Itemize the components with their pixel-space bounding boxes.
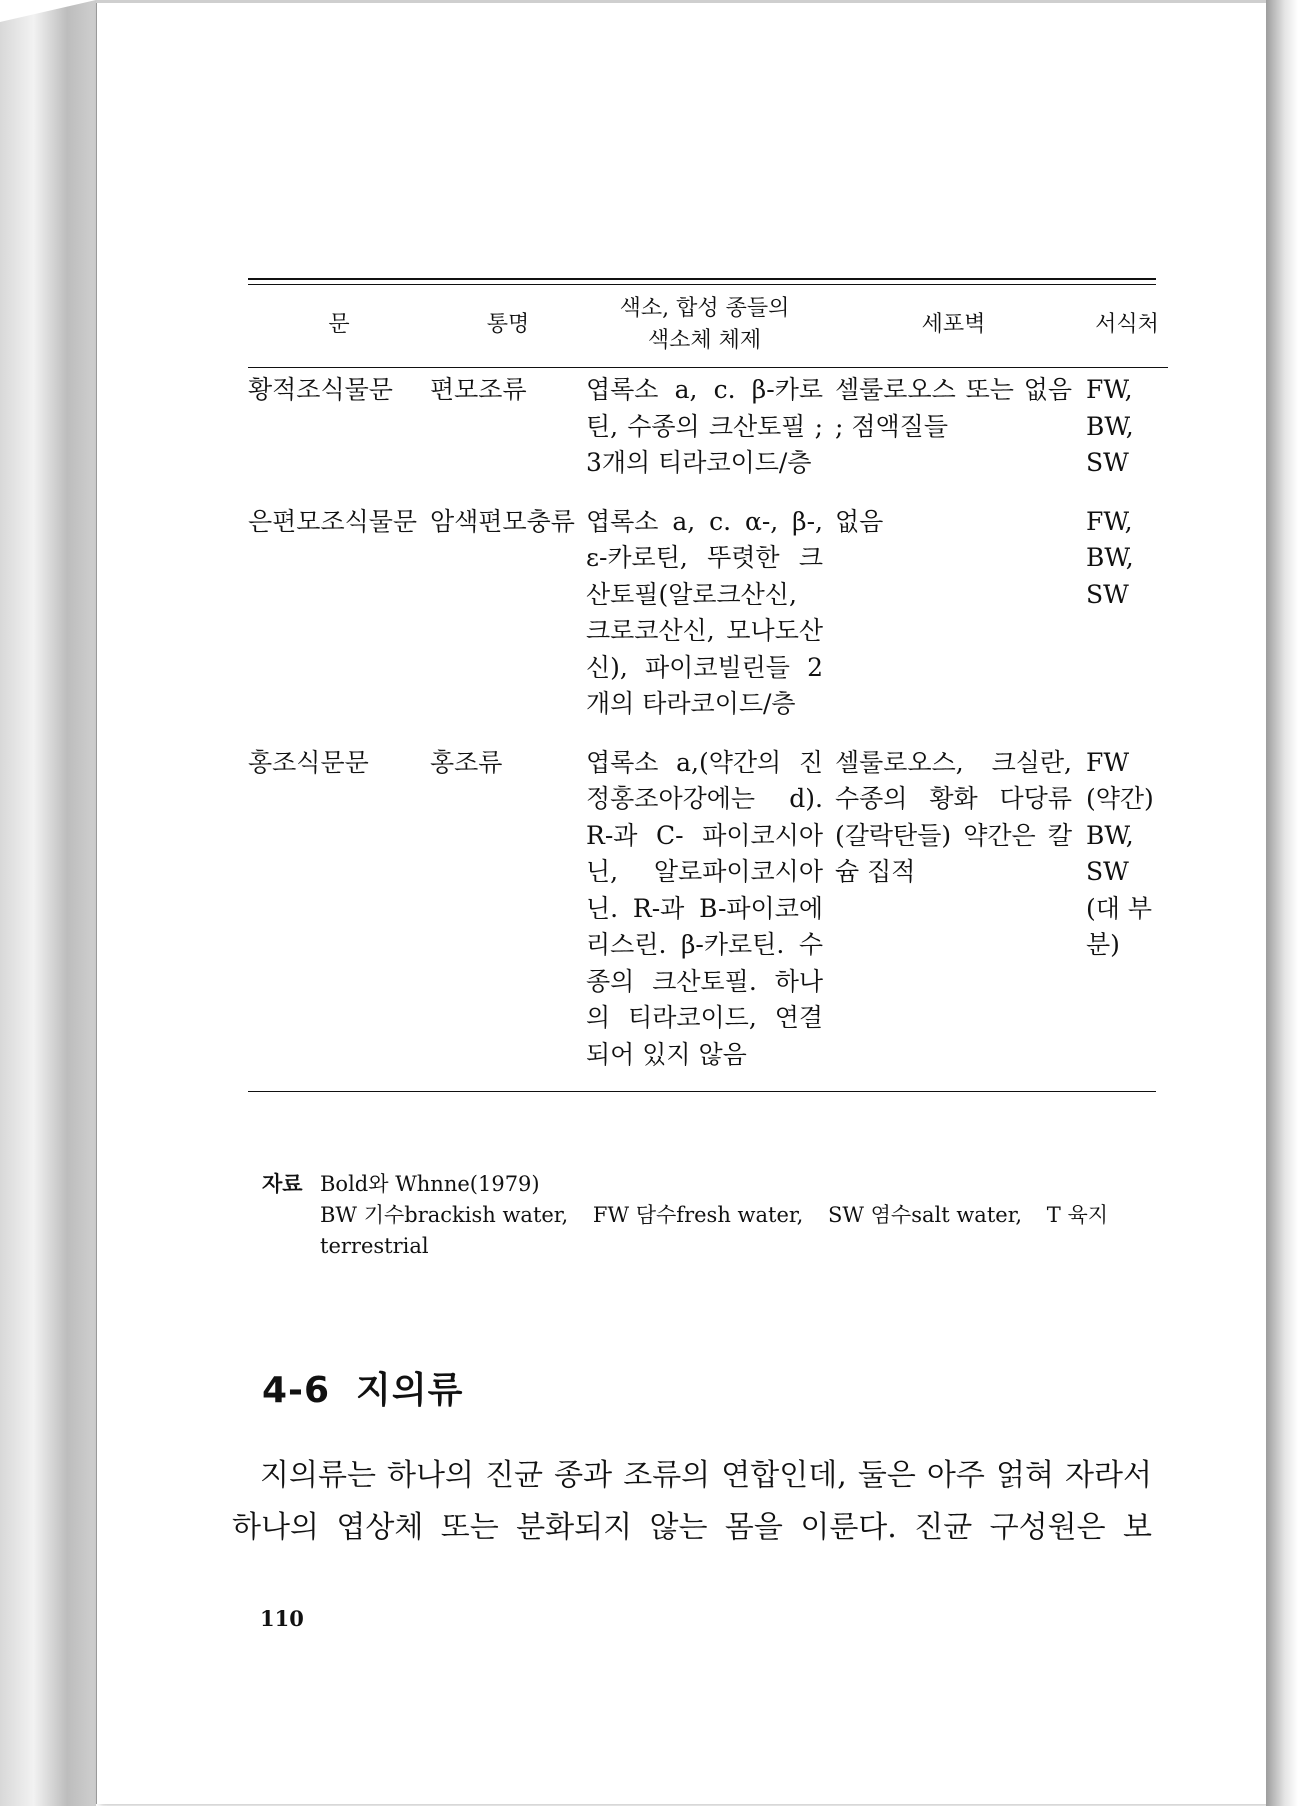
- header-common-name: 통명: [486, 312, 530, 337]
- body-paragraph: 지의류는 하나의 진균 종과 조류의 연합인데, 둘은 아주 얽혀 자라서 하나의 엽상체 또는 분화되지 않는 몸을 이룬다. 진균 구성원은 보: [232, 1458, 1152, 1545]
- cell-pigments: 엽록소 a,(약간의 진정홍조아강에는 d). R-과 C- 파이코시아닌, 알로파이코시아닌. R-과 B-파이코에리스린. β-카로틴. 수종의 크산토필. 하나의 티라코이드, 연결되어 있지 않음: [586, 747, 823, 1069]
- algae-classification-table: [248, 278, 1159, 1092]
- cell-phylum: 홍조식문문: [248, 747, 369, 777]
- table-row: [248, 368, 1168, 500]
- cell-cell-wall: 셀룰로오스, 크실란, 수종의 황화 다당류(갈락탄들) 약간은 칼슘 집적: [835, 747, 1072, 886]
- body-text: [232, 1450, 1152, 1554]
- abbr-bw: BW 기수brackish water,: [320, 1203, 569, 1227]
- source-label: 자료: [262, 1171, 303, 1196]
- cell-habitat: FW, BW, SW: [1086, 375, 1134, 477]
- abbr-fw: FW 담수fresh water,: [592, 1203, 804, 1227]
- abbreviations-continuation: terrestrial: [320, 1234, 429, 1258]
- cell-common-name: 암색편모충류: [430, 506, 575, 536]
- cell-cell-wall: 셀룰로오스 또는 없음 ; 점액질들: [835, 375, 1072, 441]
- cell-common-name: 편모조류: [430, 375, 527, 404]
- source-citation: Bold와 Whnne(1979): [320, 1172, 540, 1196]
- cell-pigments: 엽록소 a, c. β-카로틴, 수종의 크산토필 ; 3개의 티라코이드/층: [586, 375, 823, 477]
- table-row: [248, 741, 1168, 1092]
- abbreviations-line: [262, 1200, 1162, 1231]
- header-pigments-line1: 색소, 합성 종들의: [619, 296, 790, 321]
- table: [248, 285, 1168, 1091]
- page-right-shadow: [1266, 0, 1298, 1806]
- table-row: [248, 500, 1168, 741]
- source-line: [262, 1168, 1162, 1200]
- table-header-row: [248, 285, 1168, 368]
- cell-habitat: FW, BW, SW: [1086, 506, 1134, 609]
- table-top-rule: [248, 278, 1156, 285]
- page-top-edge: [96, 0, 1266, 3]
- header-pigments-line2: 색소체 체제: [647, 328, 762, 353]
- book-spine: [0, 0, 96, 1806]
- cell-pigments: 엽록소 a, c. α-, β-, ε-카로틴, 뚜렷한 크산토필(알로크산신, 크로코산신, 모나도산신), 파이코빌린들 2개의 타라코이드/층: [586, 506, 823, 718]
- section-heading: [262, 1362, 463, 1413]
- header-pigments: [586, 285, 835, 368]
- section-number: 4-6: [262, 1370, 331, 1411]
- abbr-t: T 육지: [1046, 1203, 1109, 1227]
- cell-cell-wall: 없음: [835, 506, 884, 536]
- header-habitat: 서식처: [1095, 312, 1159, 337]
- table-bottom-rule: [248, 1091, 1156, 1092]
- header-cell-wall: 세포벽: [921, 312, 986, 337]
- abbr-sw: SW 염수salt water,: [827, 1203, 1023, 1227]
- cell-common-name: 홍조류: [430, 747, 503, 777]
- page-number: 110: [260, 1606, 304, 1631]
- cell-phylum: 은편모조식물문: [248, 506, 418, 536]
- section-title: 지의류: [356, 1370, 464, 1411]
- header-phylum: 문: [328, 312, 350, 337]
- cell-habitat: FW (약간) BW, SW (대 부분): [1086, 747, 1154, 959]
- table-source-notes: [262, 1168, 1162, 1262]
- cell-phylum: 황적조식물문: [248, 375, 393, 404]
